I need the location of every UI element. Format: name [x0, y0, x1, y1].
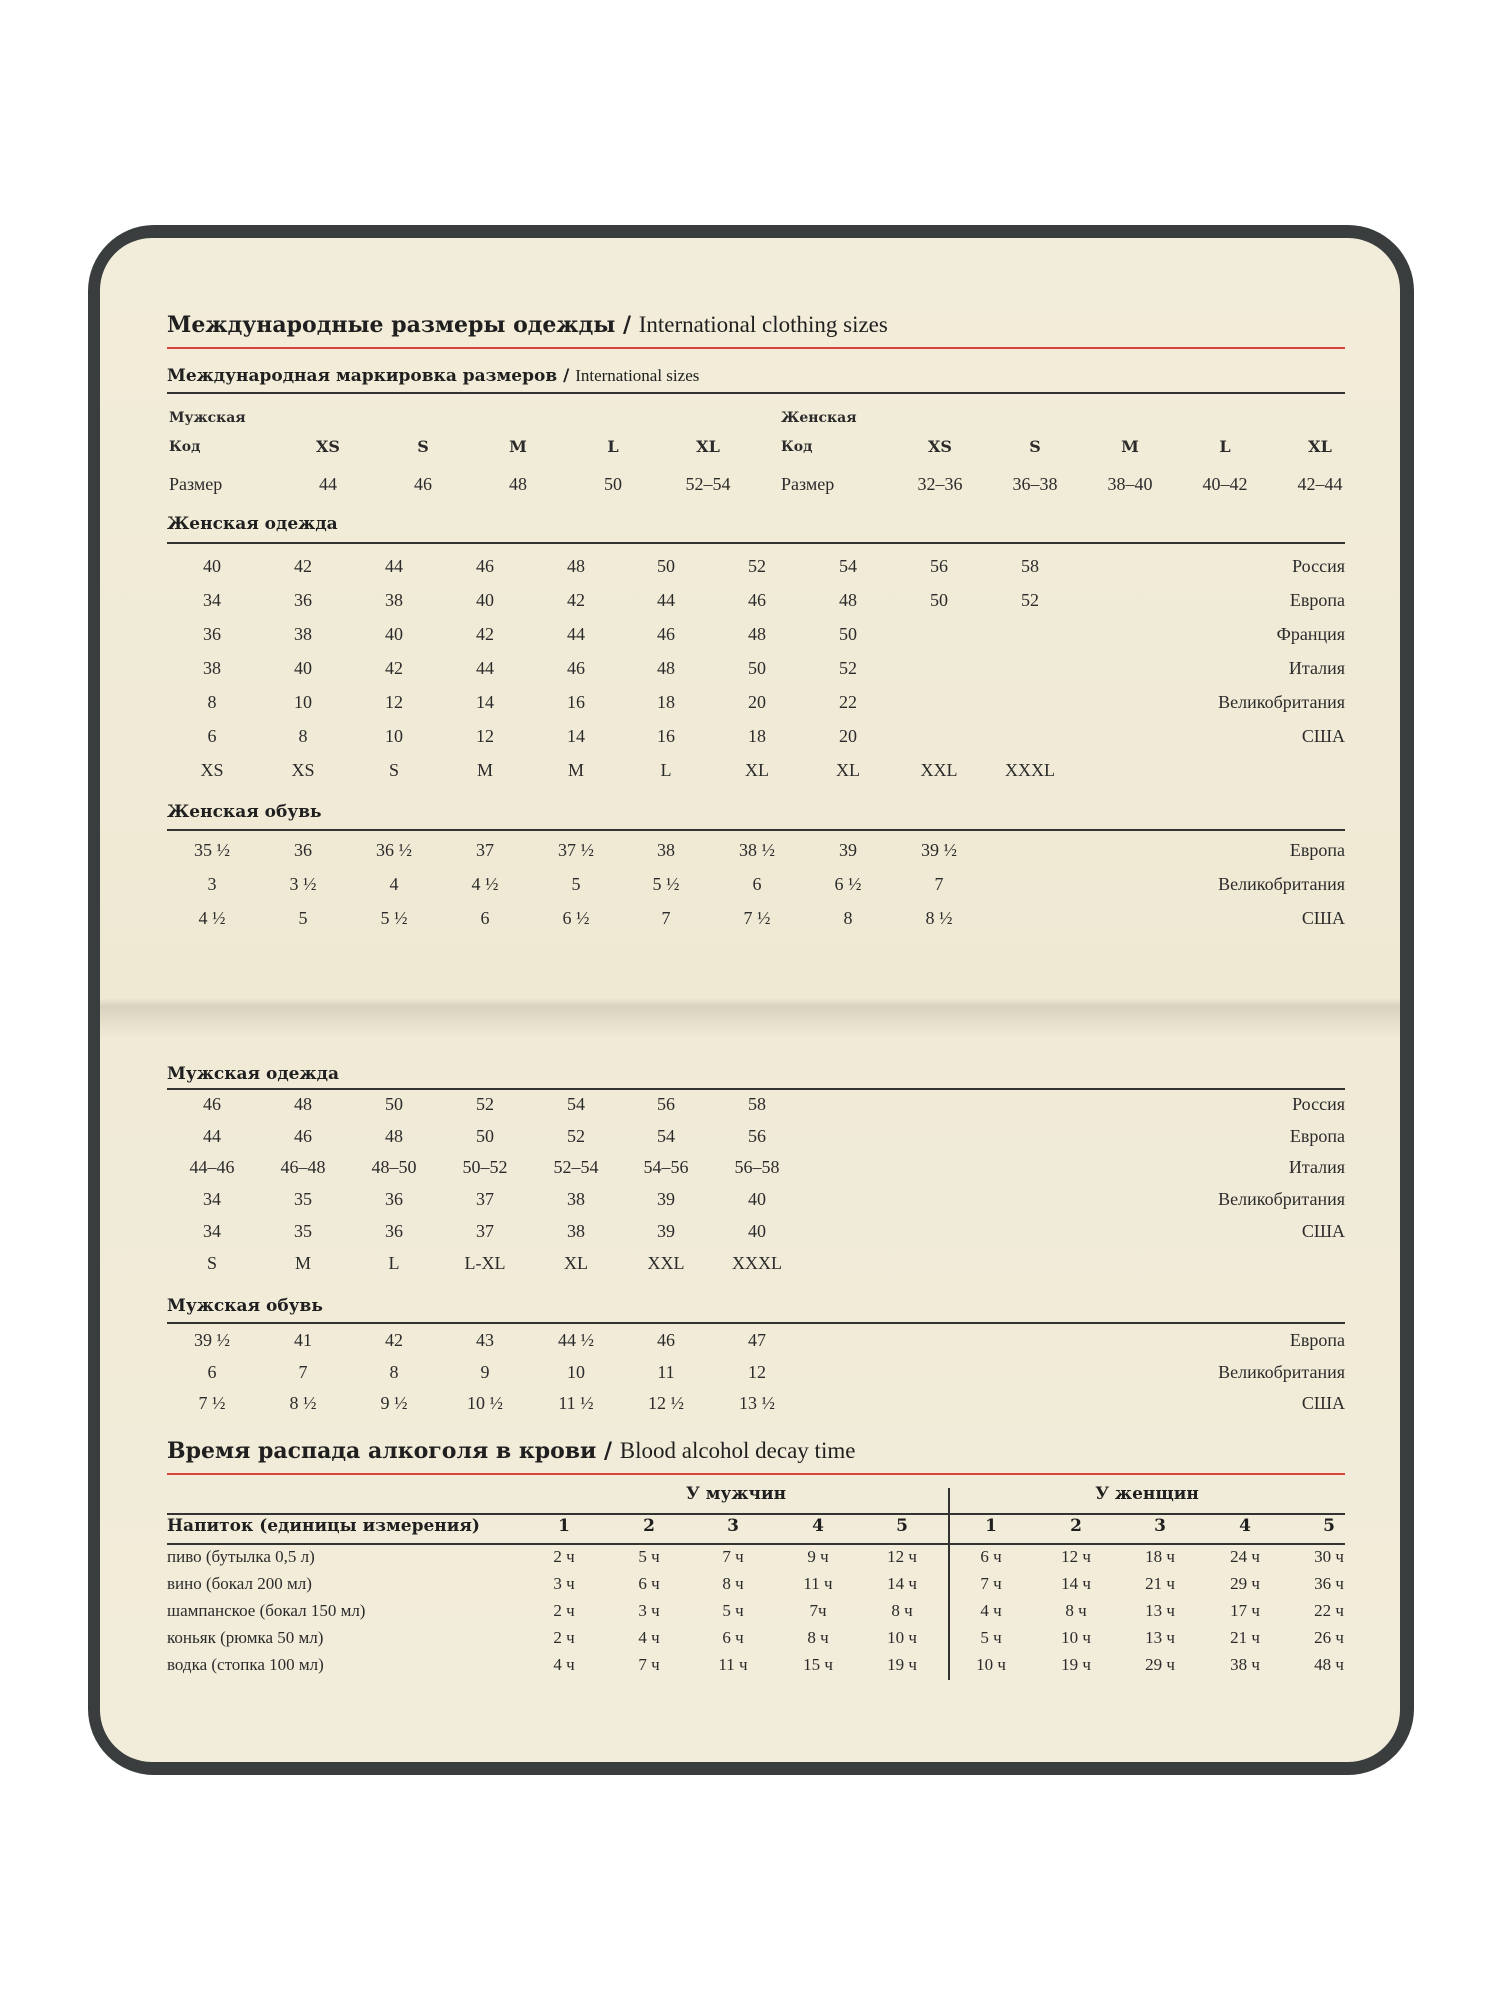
size-cell: 12 ½ — [648, 1393, 684, 1414]
size-cell: 48 — [839, 590, 857, 610]
country-label: Великобритания — [1218, 692, 1345, 712]
men-time-cell: 10 ч — [887, 1628, 917, 1647]
men-time-cell: 2 ч — [553, 1628, 575, 1647]
size-cell: 54 — [839, 556, 857, 576]
women-unit-2: 2 — [1070, 1516, 1082, 1536]
size-cell: 4 ½ — [198, 908, 226, 928]
size-cell: S — [388, 760, 400, 780]
size-cell: 50 — [930, 590, 948, 610]
men-code-3: M — [509, 437, 527, 456]
women-time-cell: 4 ч — [980, 1601, 1002, 1620]
size-cell: 3 ½ — [289, 874, 317, 894]
size-cell: XL — [745, 760, 769, 780]
size-cell: 44 — [385, 556, 403, 576]
size-cell: 6 — [207, 726, 217, 746]
size-cell: XXL — [920, 760, 958, 780]
size-cell: 12 — [385, 692, 403, 712]
size-cell: S — [206, 1252, 218, 1273]
size-cell: 6 ½ — [834, 874, 862, 894]
size-cell: 10 ½ — [467, 1393, 503, 1414]
size-cell: 37 — [476, 1189, 494, 1210]
size-cell: XS — [200, 760, 224, 780]
size-cell: 3 — [207, 874, 217, 894]
size-cell: 18 — [748, 726, 766, 746]
size-cell: 8 — [298, 726, 308, 746]
size-cell: M — [567, 760, 585, 780]
size-cell: 8 ½ — [289, 1393, 317, 1414]
size-cell: 6 ½ — [562, 908, 590, 928]
men-time-cell: 19 ч — [887, 1655, 917, 1674]
size-cell: 10 — [294, 692, 312, 712]
size-cell: 46 — [567, 658, 585, 678]
size-cell: 44 — [567, 624, 585, 644]
title-ru: Международные размеры одежды — [167, 312, 616, 338]
women-time-cell: 36 ч — [1314, 1574, 1344, 1593]
alcohol-title-separator: / — [604, 1438, 620, 1464]
section-rule-2 — [167, 829, 1345, 831]
men-time-cell: 4 ч — [553, 1655, 575, 1674]
intl-title-en: International sizes — [575, 366, 700, 385]
men-time-cell: 4 ч — [638, 1628, 660, 1647]
size-cell: 5 ½ — [652, 874, 680, 894]
size-cell: 12 — [748, 1361, 766, 1382]
size-cell: 39 — [657, 1189, 675, 1210]
women-time-cell: 13 ч — [1145, 1601, 1175, 1620]
women-time-cell: 48 ч — [1314, 1655, 1344, 1674]
size-cell: 22 — [839, 692, 857, 712]
men-group-label: У мужчин — [685, 1484, 787, 1504]
size-cell: 50 — [476, 1125, 494, 1146]
size-cell: 38 — [203, 658, 221, 678]
size-cell: 52 — [1021, 590, 1039, 610]
women-time-cell: 7 ч — [980, 1574, 1002, 1593]
title-separator: / — [623, 312, 639, 338]
size-cell: 48 — [657, 658, 675, 678]
section-rule-3 — [167, 1088, 1345, 1090]
women-code-2: S — [1029, 437, 1041, 456]
men-unit-2: 2 — [643, 1516, 655, 1536]
size-cell: 44–46 — [189, 1157, 235, 1178]
women-time-cell: 8 ч — [1065, 1601, 1087, 1620]
size-cell: 46 — [476, 556, 494, 576]
size-cell: 48 — [294, 1094, 312, 1114]
women-time-cell: 29 ч — [1145, 1655, 1175, 1674]
size-cell: 20 — [839, 726, 857, 746]
size-cell: 43 — [476, 1330, 494, 1350]
size-cell: 39 ½ — [921, 840, 957, 860]
size-cell: XL — [836, 760, 860, 780]
size-cell: 36 — [294, 590, 312, 610]
size-cell: 47 — [748, 1330, 766, 1350]
women-time-cell: 26 ч — [1314, 1628, 1344, 1647]
women-time-cell: 30 ч — [1314, 1547, 1344, 1566]
notebook-page — [100, 238, 1400, 1762]
alcohol-title-ru: Время распада алкоголя в крови — [167, 1438, 597, 1464]
size-cell: 52 — [839, 658, 857, 678]
size-cell: 54 — [657, 1125, 675, 1146]
size-cell: 7 ½ — [198, 1393, 226, 1414]
size-cell: M — [476, 760, 494, 780]
size-cell: 9 ½ — [380, 1393, 408, 1414]
women-time-cell: 5 ч — [980, 1628, 1002, 1647]
country-label: США — [1301, 908, 1345, 928]
drink-header: Напиток (единицы измерения) — [167, 1516, 480, 1536]
drink-name: водка (стопка 100 мл) — [167, 1655, 324, 1674]
size-cell: 6 — [207, 1361, 217, 1382]
size-cell: 42 — [385, 1330, 403, 1350]
size-cell: 48–50 — [371, 1157, 417, 1178]
size-cell: 38 — [657, 840, 675, 860]
women-group-label: У женщин — [1095, 1484, 1199, 1504]
size-cell: 37 ½ — [558, 840, 594, 860]
size-cell: 54 — [567, 1094, 585, 1114]
men-code-5: XL — [696, 437, 720, 456]
men-size-3: 48 — [509, 474, 527, 494]
men-code-label: Код — [169, 439, 201, 455]
men-unit-5: 5 — [896, 1516, 908, 1536]
title-red-rule — [167, 347, 1345, 349]
country-label: США — [1301, 1393, 1345, 1414]
size-cell: 58 — [1021, 556, 1039, 576]
alcohol-header-rule — [167, 1513, 1345, 1515]
country-label: Италия — [1288, 1157, 1345, 1178]
size-cell: 44 ½ — [558, 1330, 594, 1350]
men-size-5: 52–54 — [685, 474, 731, 494]
size-cell: 50–52 — [462, 1157, 508, 1178]
women-time-cell: 24 ч — [1230, 1547, 1260, 1566]
men-code-1: XS — [316, 437, 340, 456]
women-time-cell: 38 ч — [1230, 1655, 1260, 1674]
men-time-cell: 7ч — [809, 1601, 827, 1620]
women-size-label: Размер — [781, 474, 835, 494]
size-cell: 56 — [930, 556, 948, 576]
men-time-cell: 8 ч — [807, 1628, 829, 1647]
women-size-3: 38–40 — [1107, 474, 1153, 494]
country-label: Европа — [1289, 840, 1345, 860]
size-cell: L — [388, 1252, 400, 1273]
drink-name: пиво (бутылка 0,5 л) — [167, 1547, 315, 1566]
men-time-cell: 3 ч — [553, 1574, 575, 1593]
section-rule-4 — [167, 1322, 1345, 1324]
alcohol-title — [167, 1438, 855, 1464]
size-cell: 56 — [657, 1094, 675, 1114]
section-rule-1 — [167, 542, 1345, 544]
size-cell: 36 ½ — [376, 840, 412, 860]
drink-name: шампанское (бокал 150 мл) — [167, 1601, 366, 1620]
size-cell: 39 — [657, 1220, 675, 1241]
size-cell: 38 — [567, 1220, 585, 1241]
women-time-cell: 19 ч — [1061, 1655, 1091, 1674]
size-cell: 7 — [934, 874, 944, 894]
alcohol-title-en: Blood alcohol decay time — [619, 1438, 856, 1463]
men-time-cell: 8 ч — [891, 1601, 913, 1620]
women-label: Женская — [781, 410, 857, 426]
size-cell: 4 ½ — [471, 874, 499, 894]
size-cell: 54–56 — [643, 1157, 689, 1178]
size-cell: 36 — [294, 840, 312, 860]
women-time-cell: 29 ч — [1230, 1574, 1260, 1593]
size-cell: 36 — [203, 624, 221, 644]
size-cell: 16 — [567, 692, 585, 712]
size-cell: 10 — [567, 1361, 585, 1382]
women-unit-5: 5 — [1323, 1516, 1335, 1536]
country-label: Европа — [1289, 1125, 1345, 1146]
size-cell: 48 — [567, 556, 585, 576]
size-cell: 50 — [839, 624, 857, 644]
size-cell: XXL — [647, 1252, 685, 1273]
size-cell: 8 ½ — [925, 908, 953, 928]
size-cell: 36 — [385, 1220, 403, 1241]
women-code-label: Код — [781, 439, 813, 455]
size-cell: 52 — [567, 1125, 585, 1146]
size-cell: 58 — [748, 1094, 766, 1114]
size-cell: 36 — [385, 1189, 403, 1210]
size-cell: 46 — [294, 1125, 312, 1146]
section-title-2: Женская обувь — [167, 802, 322, 822]
size-cell: 40 — [294, 658, 312, 678]
intl-rule — [167, 392, 1345, 394]
women-size-5: 42–44 — [1297, 474, 1343, 494]
size-cell: 50 — [385, 1094, 403, 1114]
men-time-cell: 9 ч — [807, 1547, 829, 1566]
size-cell: 20 — [748, 692, 766, 712]
men-time-cell: 5 ч — [638, 1547, 660, 1566]
women-size-2: 36–38 — [1012, 474, 1058, 494]
intl-title-separator: / — [563, 366, 576, 386]
size-cell: 42 — [567, 590, 585, 610]
size-cell: XS — [291, 760, 315, 780]
size-cell: 56–58 — [734, 1157, 780, 1178]
men-code-2: S — [417, 437, 429, 456]
size-cell: 52–54 — [553, 1157, 599, 1178]
size-cell: 40 — [203, 556, 221, 576]
men-time-cell: 12 ч — [887, 1547, 917, 1566]
men-time-cell: 2 ч — [553, 1601, 575, 1620]
size-cell: 40 — [748, 1220, 766, 1241]
size-cell: 38 — [385, 590, 403, 610]
title-en: International clothing sizes — [638, 312, 888, 337]
women-time-cell: 22 ч — [1314, 1601, 1344, 1620]
size-cell: 38 — [294, 624, 312, 644]
women-unit-4: 4 — [1239, 1516, 1251, 1536]
country-label: Италия — [1288, 658, 1345, 678]
men-time-cell: 6 ч — [638, 1574, 660, 1593]
size-cell: 48 — [748, 624, 766, 644]
alcohol-unit-rule — [167, 1543, 1345, 1545]
size-cell: 46–48 — [280, 1157, 326, 1178]
women-size-4: 40–42 — [1202, 474, 1248, 494]
size-cell: 42 — [385, 658, 403, 678]
men-size-1: 44 — [319, 474, 337, 494]
men-code-4: L — [607, 437, 619, 456]
country-label: Великобритания — [1218, 1189, 1345, 1210]
size-cell: M — [294, 1252, 312, 1273]
size-cell: 14 — [476, 692, 494, 712]
men-time-cell: 15 ч — [803, 1655, 833, 1674]
size-cell: 9 — [480, 1361, 490, 1382]
size-cell: 42 — [294, 556, 312, 576]
men-unit-3: 3 — [727, 1516, 739, 1536]
country-label: Франция — [1276, 624, 1345, 644]
section-title-1: Женская одежда — [167, 514, 338, 534]
size-cell: 6 — [480, 908, 490, 928]
men-unit-1: 1 — [558, 1516, 570, 1536]
size-cell: 10 — [385, 726, 403, 746]
size-cell: 7 — [298, 1361, 308, 1382]
country-label: Европа — [1289, 590, 1345, 610]
page-title — [167, 312, 888, 338]
size-cell: 8 — [843, 908, 853, 928]
men-time-cell: 3 ч — [638, 1601, 660, 1620]
size-cell: 13 ½ — [739, 1393, 775, 1414]
men-time-cell: 7 ч — [638, 1655, 660, 1674]
drink-name: вино (бокал 200 мл) — [167, 1574, 312, 1593]
women-time-cell: 12 ч — [1061, 1547, 1091, 1566]
size-cell: 52 — [748, 556, 766, 576]
size-cell: 40 — [385, 624, 403, 644]
women-time-cell: 14 ч — [1061, 1574, 1091, 1593]
size-cell: 41 — [294, 1330, 312, 1350]
size-cell: 18 — [657, 692, 675, 712]
men-size-2: 46 — [414, 474, 432, 494]
size-cell: 8 — [389, 1361, 399, 1382]
size-cell: 5 — [571, 874, 581, 894]
size-cell: 37 — [476, 1220, 494, 1241]
size-cell: 4 — [389, 874, 399, 894]
women-code-3: M — [1121, 437, 1139, 456]
size-cell: 44 — [203, 1125, 221, 1146]
size-cell: 7 — [661, 908, 671, 928]
women-code-5: XL — [1308, 437, 1332, 456]
size-cell: 48 — [385, 1125, 403, 1146]
size-cell: 12 — [476, 726, 494, 746]
men-time-cell: 14 ч — [887, 1574, 917, 1593]
men-label: Мужская — [169, 410, 246, 426]
women-time-cell: 18 ч — [1145, 1547, 1175, 1566]
men-time-cell: 6 ч — [722, 1628, 744, 1647]
size-cell: 5 ½ — [380, 908, 408, 928]
intl-title — [167, 366, 699, 386]
men-time-cell: 7 ч — [722, 1547, 744, 1566]
women-code-4: L — [1219, 437, 1231, 456]
country-label: США — [1301, 726, 1345, 746]
size-cell: 44 — [657, 590, 675, 610]
country-label: Европа — [1289, 1330, 1345, 1350]
country-label: Великобритания — [1218, 874, 1345, 894]
intl-title-ru: Международная маркировка размеров — [167, 366, 558, 386]
size-cell: 35 — [294, 1189, 312, 1210]
country-label: Великобритания — [1218, 1361, 1345, 1382]
country-label: США — [1301, 1220, 1345, 1241]
men-time-cell: 8 ч — [722, 1574, 744, 1593]
women-size-1: 32–36 — [917, 474, 963, 494]
men-time-cell: 11 ч — [803, 1574, 833, 1593]
women-unit-1: 1 — [985, 1516, 997, 1536]
women-time-cell: 10 ч — [1061, 1628, 1091, 1647]
women-time-cell: 21 ч — [1230, 1628, 1260, 1647]
country-label: Россия — [1292, 1094, 1345, 1114]
size-cell: 44 — [476, 658, 494, 678]
size-cell: 46 — [203, 1094, 221, 1114]
men-size-4: 50 — [604, 474, 622, 494]
alcohol-divider — [948, 1488, 950, 1680]
size-cell: 46 — [657, 624, 675, 644]
women-time-cell: 13 ч — [1145, 1628, 1175, 1647]
section-title-3: Мужская одежда — [167, 1064, 339, 1084]
size-cell: 46 — [657, 1330, 675, 1350]
size-cell: 14 — [567, 726, 585, 746]
size-cell: 42 — [476, 624, 494, 644]
size-cell: 5 — [298, 908, 308, 928]
size-cell: XXXL — [732, 1252, 782, 1273]
size-cell: 34 — [203, 1220, 221, 1241]
women-time-cell: 17 ч — [1230, 1601, 1260, 1620]
size-cell: 7 ½ — [743, 908, 771, 928]
size-cell: 6 — [752, 874, 762, 894]
size-cell: 40 — [748, 1189, 766, 1210]
alcohol-red-rule — [167, 1473, 1345, 1475]
size-cell: 56 — [748, 1125, 766, 1146]
size-cell: 8 — [207, 692, 217, 712]
size-cell: 38 ½ — [739, 840, 775, 860]
size-cell: 35 — [294, 1220, 312, 1241]
men-size-label: Размер — [169, 474, 223, 494]
size-cell: XXXL — [1005, 760, 1055, 780]
size-cell: L-XL — [464, 1252, 506, 1273]
size-cell: 16 — [657, 726, 675, 746]
size-cell: 39 — [839, 840, 857, 860]
size-cell: 37 — [476, 840, 494, 860]
size-cell: 46 — [748, 590, 766, 610]
women-time-cell: 10 ч — [976, 1655, 1006, 1674]
size-cell: 52 — [476, 1094, 494, 1114]
men-time-cell: 5 ч — [722, 1601, 744, 1620]
size-cell: 50 — [657, 556, 675, 576]
men-time-cell: 2 ч — [553, 1547, 575, 1566]
size-cell: 39 ½ — [194, 1330, 230, 1350]
size-cell: XL — [564, 1252, 588, 1273]
size-cell: 11 ½ — [558, 1393, 594, 1414]
size-cell: 34 — [203, 1189, 221, 1210]
size-cell: 40 — [476, 590, 494, 610]
size-cell: L — [660, 760, 672, 780]
size-cell: 50 — [748, 658, 766, 678]
size-cell: 11 — [657, 1361, 675, 1382]
men-unit-4: 4 — [812, 1516, 824, 1536]
men-time-cell: 11 ч — [718, 1655, 748, 1674]
country-label: Россия — [1292, 556, 1345, 576]
drink-name: коньяк (рюмка 50 мл) — [167, 1628, 324, 1647]
women-unit-3: 3 — [1154, 1516, 1166, 1536]
section-title-4: Мужская обувь — [167, 1296, 323, 1316]
women-code-1: XS — [928, 437, 952, 456]
women-time-cell: 21 ч — [1145, 1574, 1175, 1593]
size-cell: 38 — [567, 1189, 585, 1210]
size-cell: 34 — [203, 590, 221, 610]
women-time-cell: 6 ч — [980, 1547, 1002, 1566]
size-cell: 35 ½ — [194, 840, 230, 860]
